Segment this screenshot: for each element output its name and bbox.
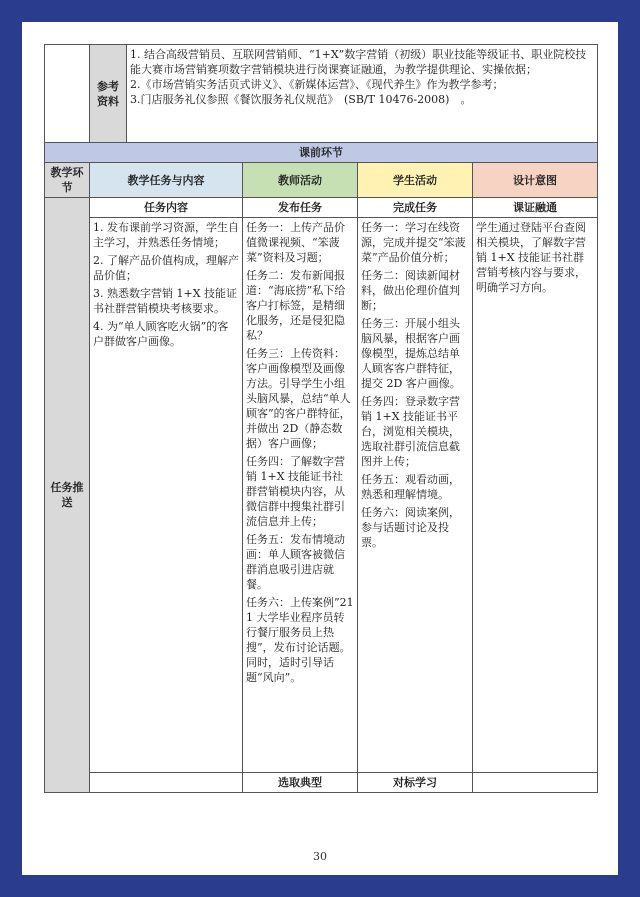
design-intent: 学生通过登陆平台查阅相关模块，了解数字营销 1+X 技能证书社群营销考核内容与要求，明确学习方向。: [473, 218, 598, 773]
reference-item-3: 3.门店服务礼仪参照《餐饮服务礼仪规范》 (SB/T 10476-2008) 。: [130, 93, 472, 106]
tasks-header: 教学任务与内容: [90, 163, 243, 198]
bottom-design-blank: [473, 773, 598, 793]
page-number: 30: [313, 850, 327, 863]
teacher-subheader: 发布任务: [243, 198, 358, 218]
reference-item-2: 2.《市场营销实务活页式讲义》、《新媒体运营》、《现代养生》作为教学参考；: [130, 78, 504, 91]
bottom-teacher: 选取典型: [243, 773, 358, 793]
student-task-2: 任务二：阅读新闻材料，做出伦理价值判断；: [361, 269, 460, 312]
section-row: [45, 143, 598, 163]
student-task-6: 任务六：阅读案例，参与话题讨论及投票。: [361, 506, 460, 549]
student-task-4: 任务四：登录数字营销 1+X 技能证书平台，浏览相关模块，选取社群引流信息截图并上传；: [361, 395, 460, 468]
reference-content: [127, 45, 598, 143]
reference-item-1: 1. 结合高级营销员、互联网营销师、“1+X”数字营销（初级）职业技能等级证书、职业院校技能大赛市场营销赛项数字营销模块进行岗课赛证融通，为教学提供理论、实操依据；: [130, 48, 587, 76]
reference-row: [45, 45, 598, 143]
stage-header: 教学环节: [45, 163, 90, 198]
teacher-header: 教师活动: [243, 163, 358, 198]
design-header: 设计意图: [473, 163, 598, 198]
bottom-blank: [90, 773, 243, 793]
task-item-1: 1. 发布课前学习资源，学生自主学习，并熟悉任务情境；: [93, 221, 239, 249]
tasks-subheader: 任务内容: [90, 198, 243, 218]
bottom-row: [45, 773, 598, 793]
design-subheader: 课证融通: [473, 198, 598, 218]
student-task-5: 任务五：观看动画，熟悉和理解情境。: [361, 473, 460, 501]
student-task-3: 任务三：开展小组头脑风暴，根据客户画像模型，提炼总结单人顾客客户群特征，提交 2D 客户画像。: [361, 317, 461, 390]
teacher-task-2: 任务二：发布新闻报道：“海底捞”私下给客户打标签，是精细化服务，还是侵犯隐私？: [246, 269, 346, 342]
task-item-2: 2. 了解产品价值构成，理解产品价值；: [93, 254, 239, 282]
teacher-task-6: 任务六：上传案例”211 大学毕业程序员转行餐厅服务员上热搜”，发布讨论话题。同时，适时引导话题“风向”。: [246, 596, 354, 684]
teacher-task-5: 任务五：发布情境动画：单人顾客被微信群消息吸引进店就餐。: [246, 533, 345, 591]
header-row: [45, 163, 598, 198]
blank-cell: [45, 45, 90, 143]
tasks-content: [90, 218, 243, 773]
student-task-1: 任务一：学习在线资源，完成并提交“笨菠菜”产品价值分析；: [361, 221, 466, 264]
bottom-student: 对标学习: [358, 773, 473, 793]
subheader-row: [45, 198, 598, 218]
teacher-task-4: 任务四：了解数字营销 1+X 技能证书社群营销模块内容，从微信群中搜集社群引流信息并上传；: [246, 455, 345, 528]
student-header: 学生活动: [358, 163, 473, 198]
section-title: 课前环节: [45, 143, 598, 163]
student-tasks: [358, 218, 473, 773]
teacher-task-1: 任务一：上传产品价值微课视频、“笨菠菜”资料及习题；: [246, 221, 345, 264]
teacher-tasks: [243, 218, 358, 773]
task-item-4: 4. 为“单人顾客吃火锅”的客户群做客户画像。: [93, 320, 229, 348]
student-subheader: 完成任务: [358, 198, 473, 218]
stage-label: 任务推送: [45, 198, 90, 793]
teacher-task-3: 任务三：上传资料：客户画像模型及画像方法。引导学生小组头脑风暴，总结“单人顾客”的客户群特征，并做出 2D（静态数据）客户画像；: [246, 347, 351, 450]
task-item-3: 3. 熟悉数字营销 1+X 技能证书社群营销模块考核要求。: [93, 287, 238, 315]
content-row: [45, 218, 598, 773]
reference-label: 参考资料: [90, 45, 127, 143]
lesson-plan-table: [44, 44, 598, 793]
